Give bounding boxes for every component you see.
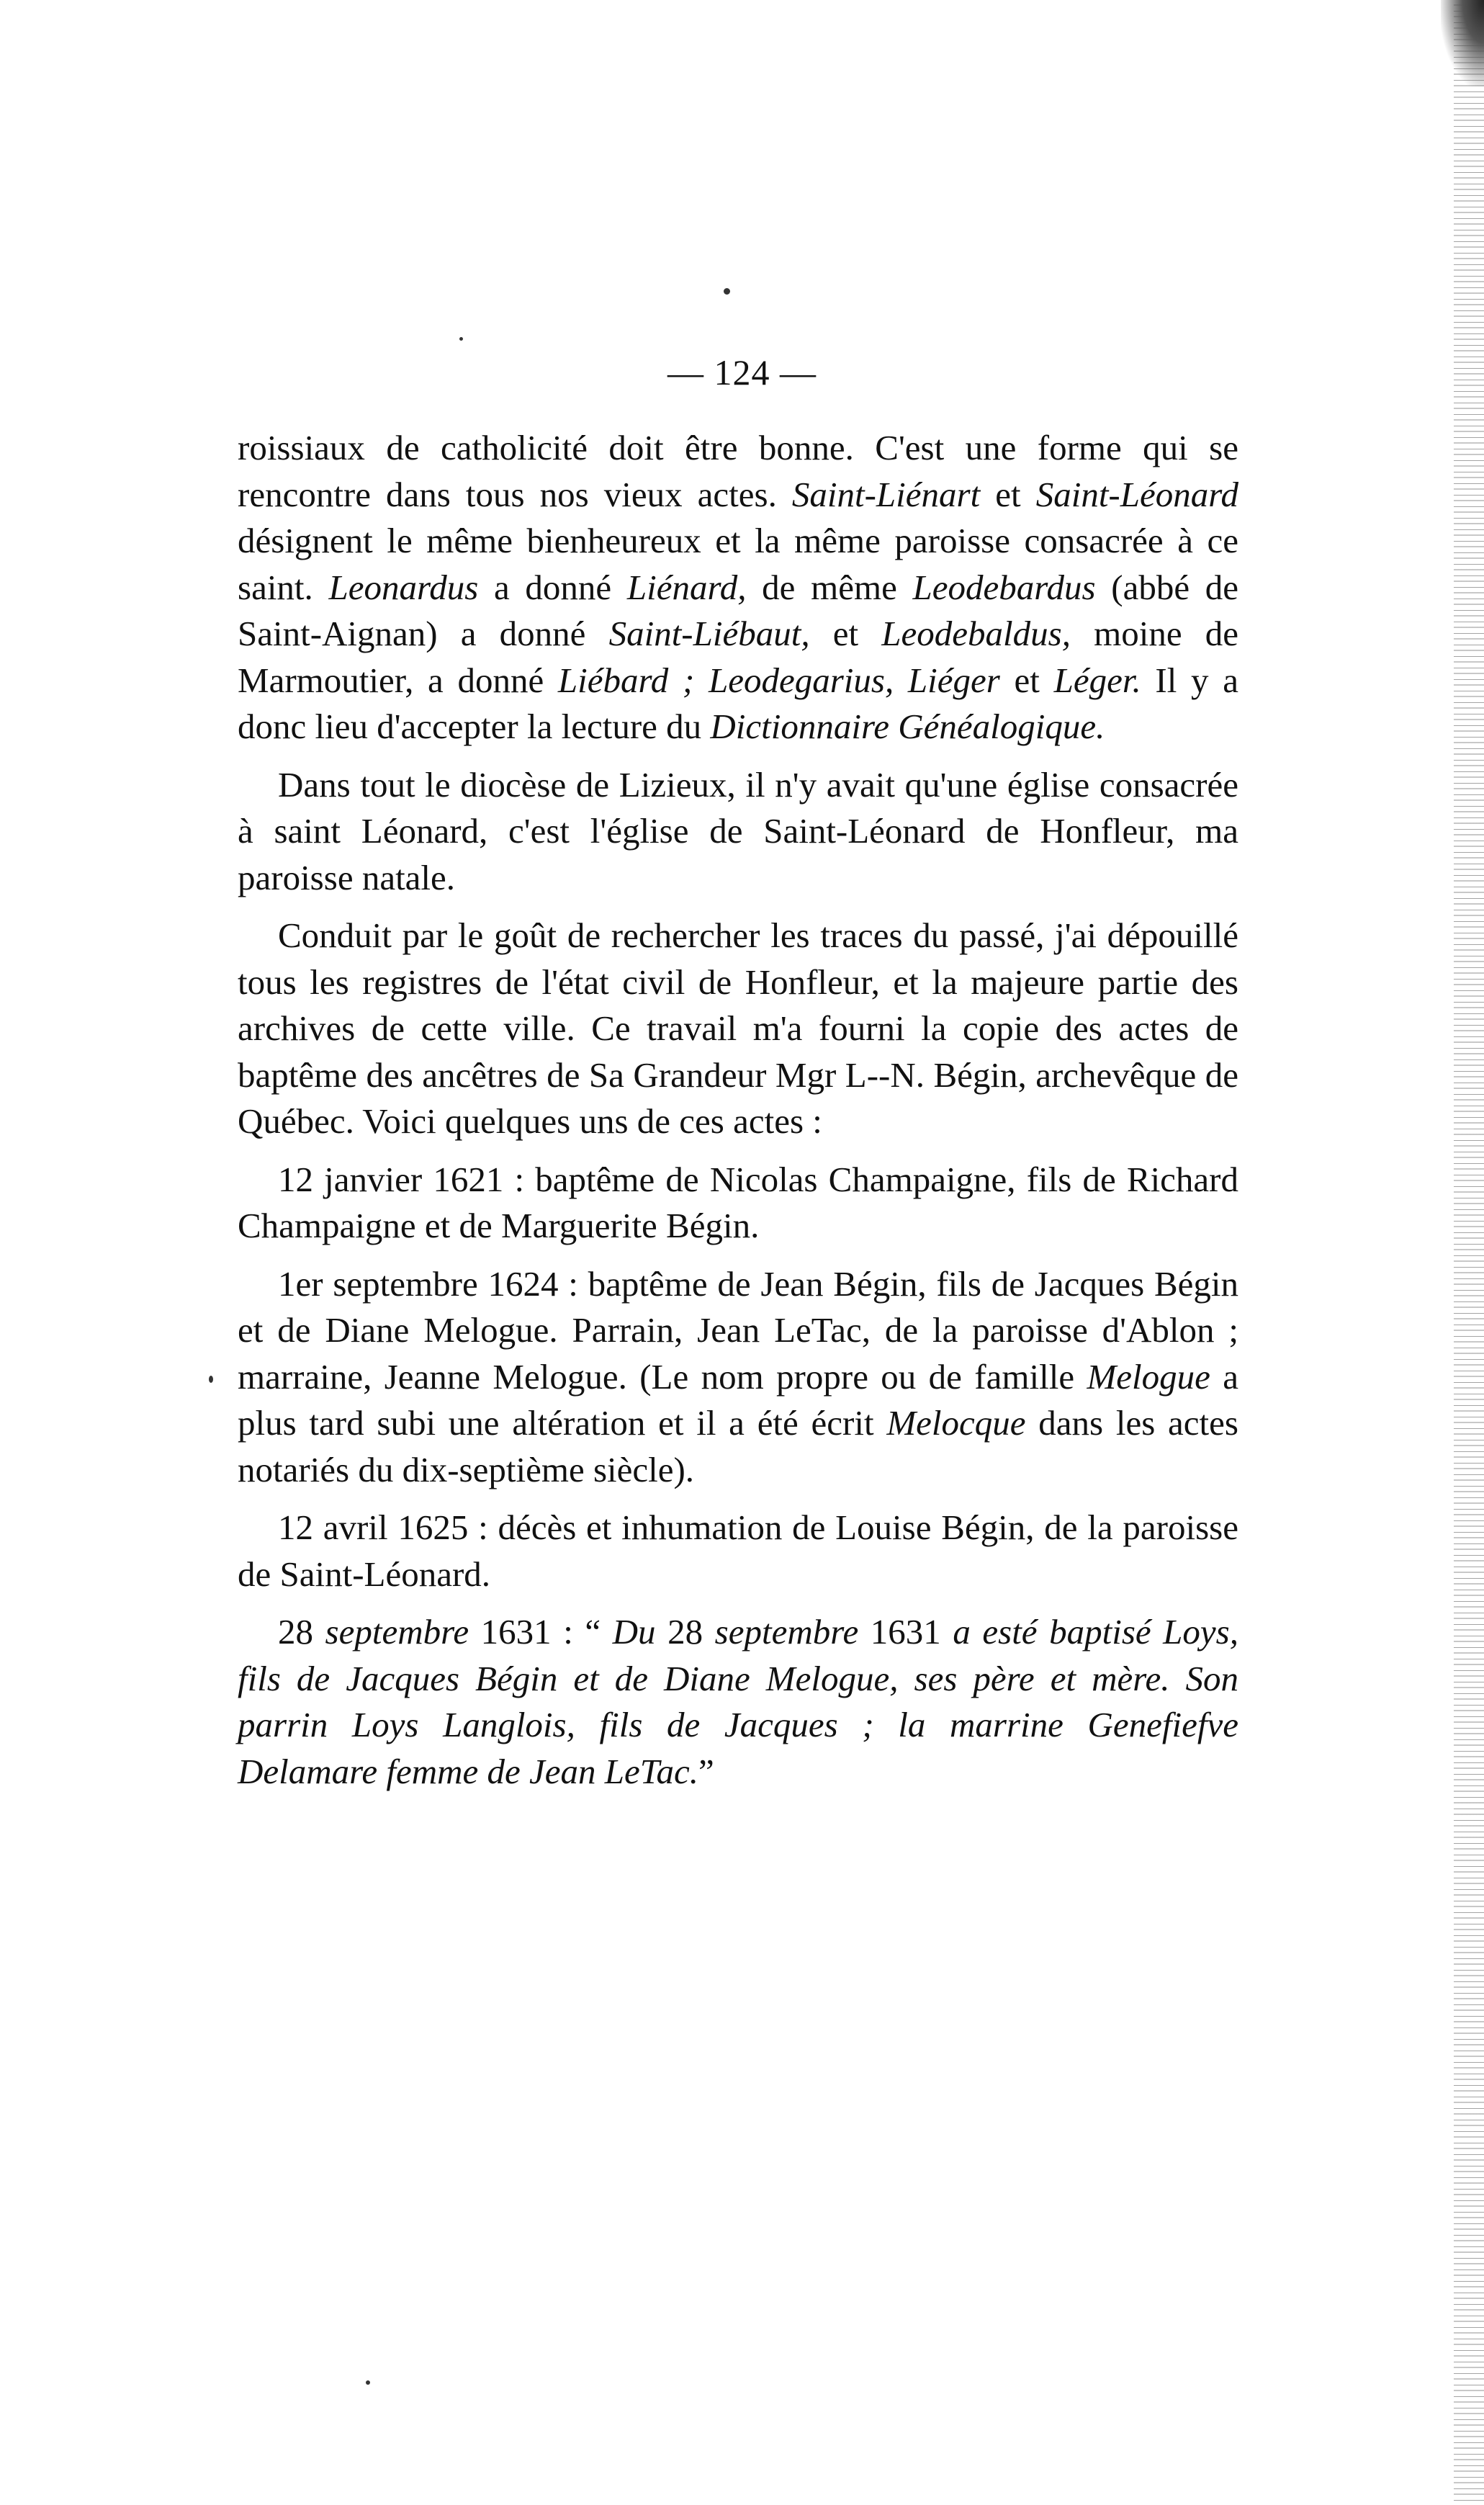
text-run: et [809,614,882,653]
text-run: désignent le même bienheureux et la même paroisse consacrée à ce saint. [238,521,1238,607]
ink-speck [459,337,463,341]
italic-text: septembre [714,1612,859,1652]
text-run: 28 [655,1612,715,1652]
paragraph [238,1261,1238,1494]
text-run: 1631 : “ [469,1612,613,1652]
italic-text: a esté baptisé Loys, fils de Jacques Bégin et de Diane Melogue, ses père et mère. Son parrin Loys Langlois, fils de Jacques ; la marrine Genefiefve Delamare femme de Jean LeTac. [238,1612,1239,1791]
page-edge-stain [1454,0,1484,2505]
text-run: Conduit par le goût de rechercher les traces du passé, j'ai dépouillé tous les registres de l'état civil de Honfleur, et la majeure partie des archives de cette ville. Ce travail m'a fourni la copie des actes de baptême des ancêtres de Sa Grandeur Mgr L--N. Bégin, archevêque de Québec. Voici quelques uns de ces actes : [238,915,1238,1141]
italic-text: Leonardus [328,567,479,607]
text-run: roissiaux de catholicité doit être bonne. C'est une forme qui se rencontre dans tous nos vieux actes. [238,428,1238,514]
italic-text: septembre [325,1612,469,1652]
text-run: et [980,474,1036,514]
italic-text: Saint-Liébaut, [608,614,810,653]
text-run: et [999,660,1054,700]
paragraph [238,1609,1238,1795]
text-run: 1er septembre 1624 : baptême de Jean Bégin, fils de Jacques Bégin et de Diane Melogue. Parrain, Jean LeTac, de la paroisse d'Ablon ; marraine, Jeanne Melogue. (Le nom propre ou de famille [238,1263,1238,1397]
italic-text: Saint-Liénart [791,474,981,514]
text-run: Il y a donc lieu d'accepter la lecture du [238,660,1238,746]
paragraph [238,762,1238,902]
italic-text: Leodebardus [912,567,1096,607]
text-run: 12 avril 1625 : décès et inhumation de Louise Bégin, de la paroisse de Saint-Léonard. [238,1507,1238,1594]
text-run: Dans tout le diocèse de Lizieux, il n'y avait qu'une église consacrée à saint Léonard, c'est l'église de Saint-Léonard de Honfleur, ma paroisse natale. [238,764,1238,897]
italic-text: Liénard, [626,567,747,607]
italic-text: Saint-Léonard [1035,474,1238,514]
text-run: 12 janvier 1621 : baptême de Nicolas Champaigne, fils de Richard Champaigne et de Marguerite Bégin. [238,1159,1238,1245]
text-run: 28 [278,1612,325,1652]
body-text [238,425,1238,1806]
ink-speck [209,1376,213,1383]
paragraph [238,425,1238,750]
text-run: 1631 [858,1612,953,1652]
italic-text: Melogue [1087,1356,1210,1397]
text-run: de même [746,567,913,607]
page-number: — 124 — [667,352,817,393]
text-run: dans les actes notariés du dix-septième siècle). [238,1403,1238,1489]
italic-text: Dictionnaire Généalogique. [710,707,1105,746]
text-run: moine de Marmoutier, a donné [238,614,1238,700]
italic-text: Leodebaldus, [881,614,1071,653]
paragraph [238,1157,1238,1250]
italic-text: Léger. [1053,660,1141,700]
page-corner-stain [1441,0,1484,86]
paragraph [238,1505,1238,1597]
text-run: a donné [478,567,627,607]
text-run: ” [698,1751,714,1791]
paragraph [238,913,1238,1145]
ink-speck [724,288,730,295]
italic-text: Liébard ; Leodegarius, Liéger [557,660,1000,700]
italic-text: Du [612,1612,656,1652]
text-run: (abbé de Saint-Aignan) a donné [238,567,1238,653]
ink-speck [366,2380,370,2385]
italic-text: Melocque [886,1403,1026,1443]
text-run: a plus tard subi une altération et il a été écrit [238,1356,1238,1443]
